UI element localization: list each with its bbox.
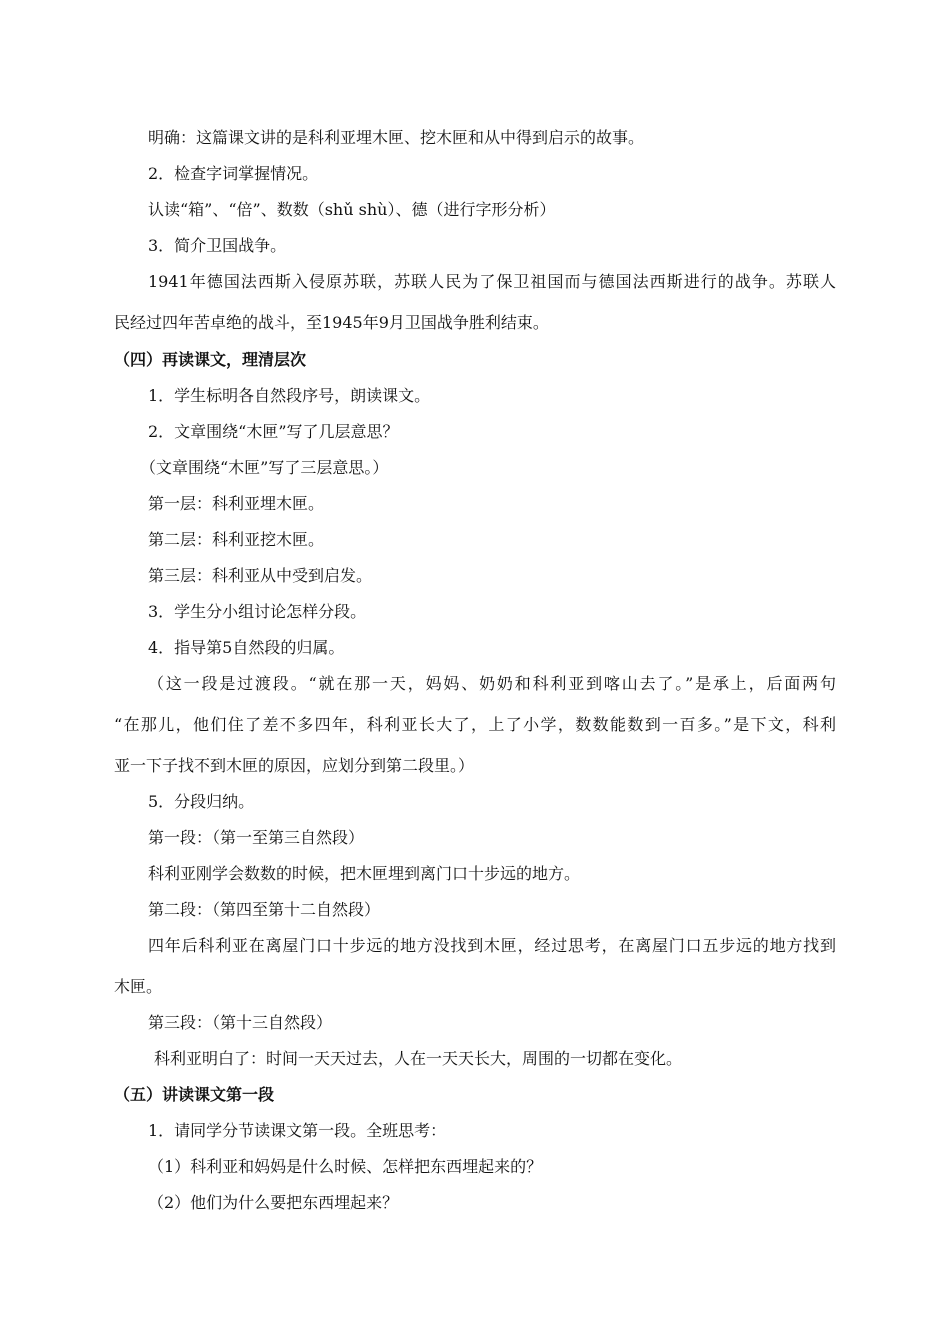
text-line: 木匣。 — [114, 977, 163, 996]
text-line: （2）他们为什么要把东西埋起来？ — [148, 1193, 399, 1212]
text-line: 第一段：（第一至第三自然段） — [148, 828, 365, 847]
text-line: 4．指导第5自然段的归属。 — [148, 638, 345, 657]
text-line: 亚一下子找不到木匣的原因，应划分到第二段里。） — [114, 756, 475, 775]
text-line: （这一段是过渡段。“就在那一天，妈妈、奶奶和科利亚到喀山去了。”是承上，后面两句 — [148, 674, 836, 693]
text-line: 2．文章围绕“木匣”写了几层意思？ — [148, 422, 399, 441]
text-line: 科利亚刚学会数数的时候，把木匣埋到离门口十步远的地方。 — [148, 864, 581, 883]
text-line: 四年后科利亚在离屋门口十步远的地方没找到木匣，经过思考，在离屋门口五步远的地方找到 — [148, 936, 836, 955]
text-line: 第三层：科利亚从中受到启发。 — [148, 566, 373, 585]
text-line: 1941年德国法西斯入侵原苏联，苏联人民为了保卫祖国而与德国法西斯进行的战争。苏联人 — [148, 272, 836, 291]
text-line: 1．学生标明各自然段序号，朗读课文。 — [148, 386, 431, 405]
section-heading: （五）讲读课文第一段 — [114, 1085, 275, 1104]
text-line: 科利亚明白了：时间一天天过去，人在一天天长大，周围的一切都在变化。 — [154, 1049, 683, 1068]
text-line: 明确：这篇课文讲的是科利亚埋木匣、挖木匣和从中得到启示的故事。 — [148, 128, 645, 147]
text-line: 1．请同学分节读课文第一段。全班思考： — [148, 1121, 447, 1140]
text-line: 第二层：科利亚挖木匣。 — [148, 530, 325, 549]
section-heading: （四）再读课文，理清层次 — [114, 350, 307, 369]
text-line: （1）科利亚和妈妈是什么时候、怎样把东西埋起来的？ — [148, 1157, 543, 1176]
text-line: 民经过四年苦卓绝的战斗，至1945年9月卫国战争胜利结束。 — [114, 313, 549, 332]
text-line: 第一层：科利亚埋木匣。 — [148, 494, 325, 513]
text-line: 3．学生分小组讨论怎样分段。 — [148, 602, 367, 621]
text-line: （文章围绕“木匣”写了三层意思。） — [140, 458, 389, 477]
text-line: 3．简介卫国战争。 — [148, 236, 287, 255]
text-line: 第三段：（第十三自然段） — [148, 1013, 333, 1032]
text-line: 5．分段归纳。 — [148, 792, 255, 811]
text-line: 认读“箱”、“倍”、数数（shǔ shù）、德（进行字形分析） — [148, 200, 556, 219]
text-line: 2．检查字词掌握情况。 — [148, 164, 319, 183]
text-line: “在那儿，他们住了差不多四年，科利亚长大了，上了小学，数数能数到一百多。”是下文，科利 — [114, 715, 836, 734]
text-line: 第二段：（第四至第十二自然段） — [148, 900, 381, 919]
